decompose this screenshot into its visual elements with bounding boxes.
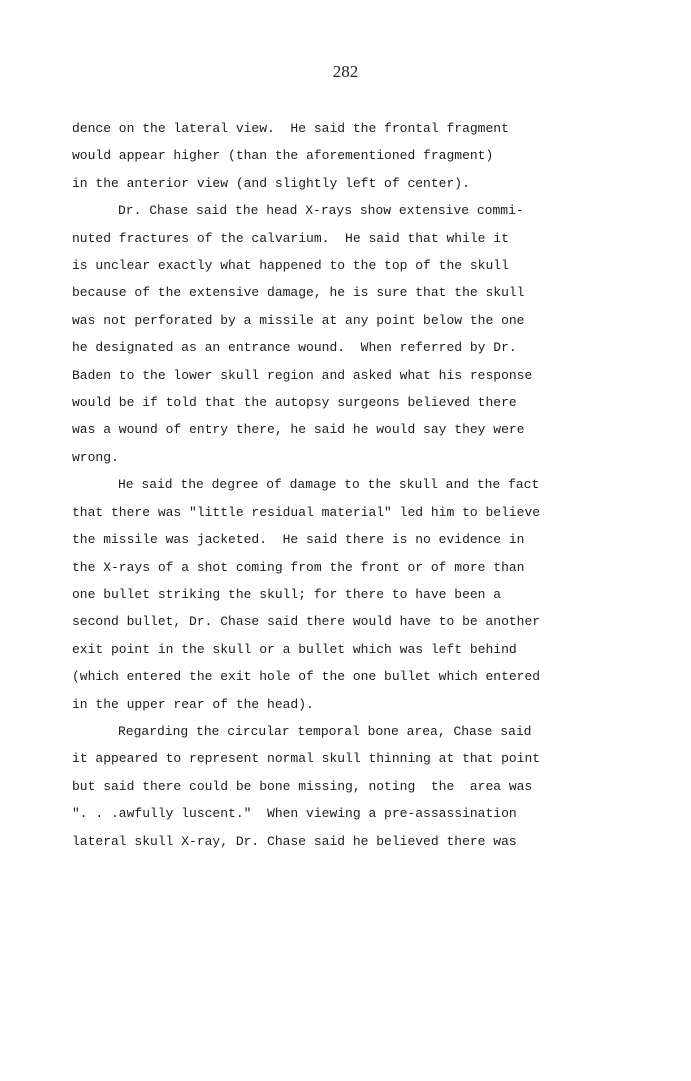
text-line: was a wound of entry there, he said he would say they were — [72, 422, 525, 438]
text-line: that there was "little residual material" led him to believe — [72, 504, 541, 520]
body-text — [72, 115, 592, 855]
text-line: the X-rays of a shot coming from the front or of more than — [72, 559, 525, 575]
text-line: it appeared to represent normal skull thinning at that point — [72, 751, 541, 767]
text-line: Regarding the circular temporal bone area, Chase said — [118, 723, 532, 739]
text-line: second bullet, Dr. Chase said there would have to be another — [72, 614, 541, 630]
text-line: is unclear exactly what happened to the top of the skull — [72, 258, 509, 274]
text-line: exit point in the skull or a bullet which was left behind — [72, 641, 517, 657]
text-line: wrong. — [72, 449, 119, 465]
paragraph — [72, 115, 592, 197]
paragraph — [72, 718, 592, 855]
text-line: in the upper rear of the head). — [72, 696, 314, 712]
text-line: he designated as an entrance wound. When referred by Dr. — [72, 340, 517, 356]
text-line: in the anterior view (and slightly left of center). — [72, 175, 470, 191]
text-line: lateral skull X-ray, Dr. Chase said he believed there was — [72, 833, 517, 849]
text-line: (which entered the exit hole of the one bullet which entered — [72, 669, 541, 685]
text-line: but said there could be bone missing, noting the area was — [72, 778, 533, 794]
text-line: one bullet striking the skull; for there to have been a — [72, 586, 502, 602]
text-line: because of the extensive damage, he is sure that the skull — [72, 285, 525, 301]
text-line: nuted fractures of the calvarium. He said that while it — [72, 230, 509, 246]
page-number: 282 — [332, 62, 359, 81]
paragraph — [72, 197, 592, 471]
paragraph — [72, 471, 592, 718]
text-line: the missile was jacketed. He said there is no evidence in — [72, 532, 525, 548]
text-line: would be if told that the autopsy surgeons believed there — [72, 395, 517, 411]
text-line: Dr. Chase said the head X-rays show extensive commi- — [118, 203, 524, 219]
text-line: ". . .awfully luscent." When viewing a pre-assassination — [72, 806, 517, 822]
text-line: dence on the lateral view. He said the frontal fragment — [72, 121, 509, 136]
text-line: He said the degree of damage to the skull and the fact — [118, 477, 540, 493]
text-line: Baden to the lower skull region and asked what his response — [72, 367, 533, 383]
text-line: was not perforated by a missile at any point below the one — [72, 312, 525, 328]
text-line: would appear higher (than the aforementioned fragment) — [72, 148, 494, 164]
